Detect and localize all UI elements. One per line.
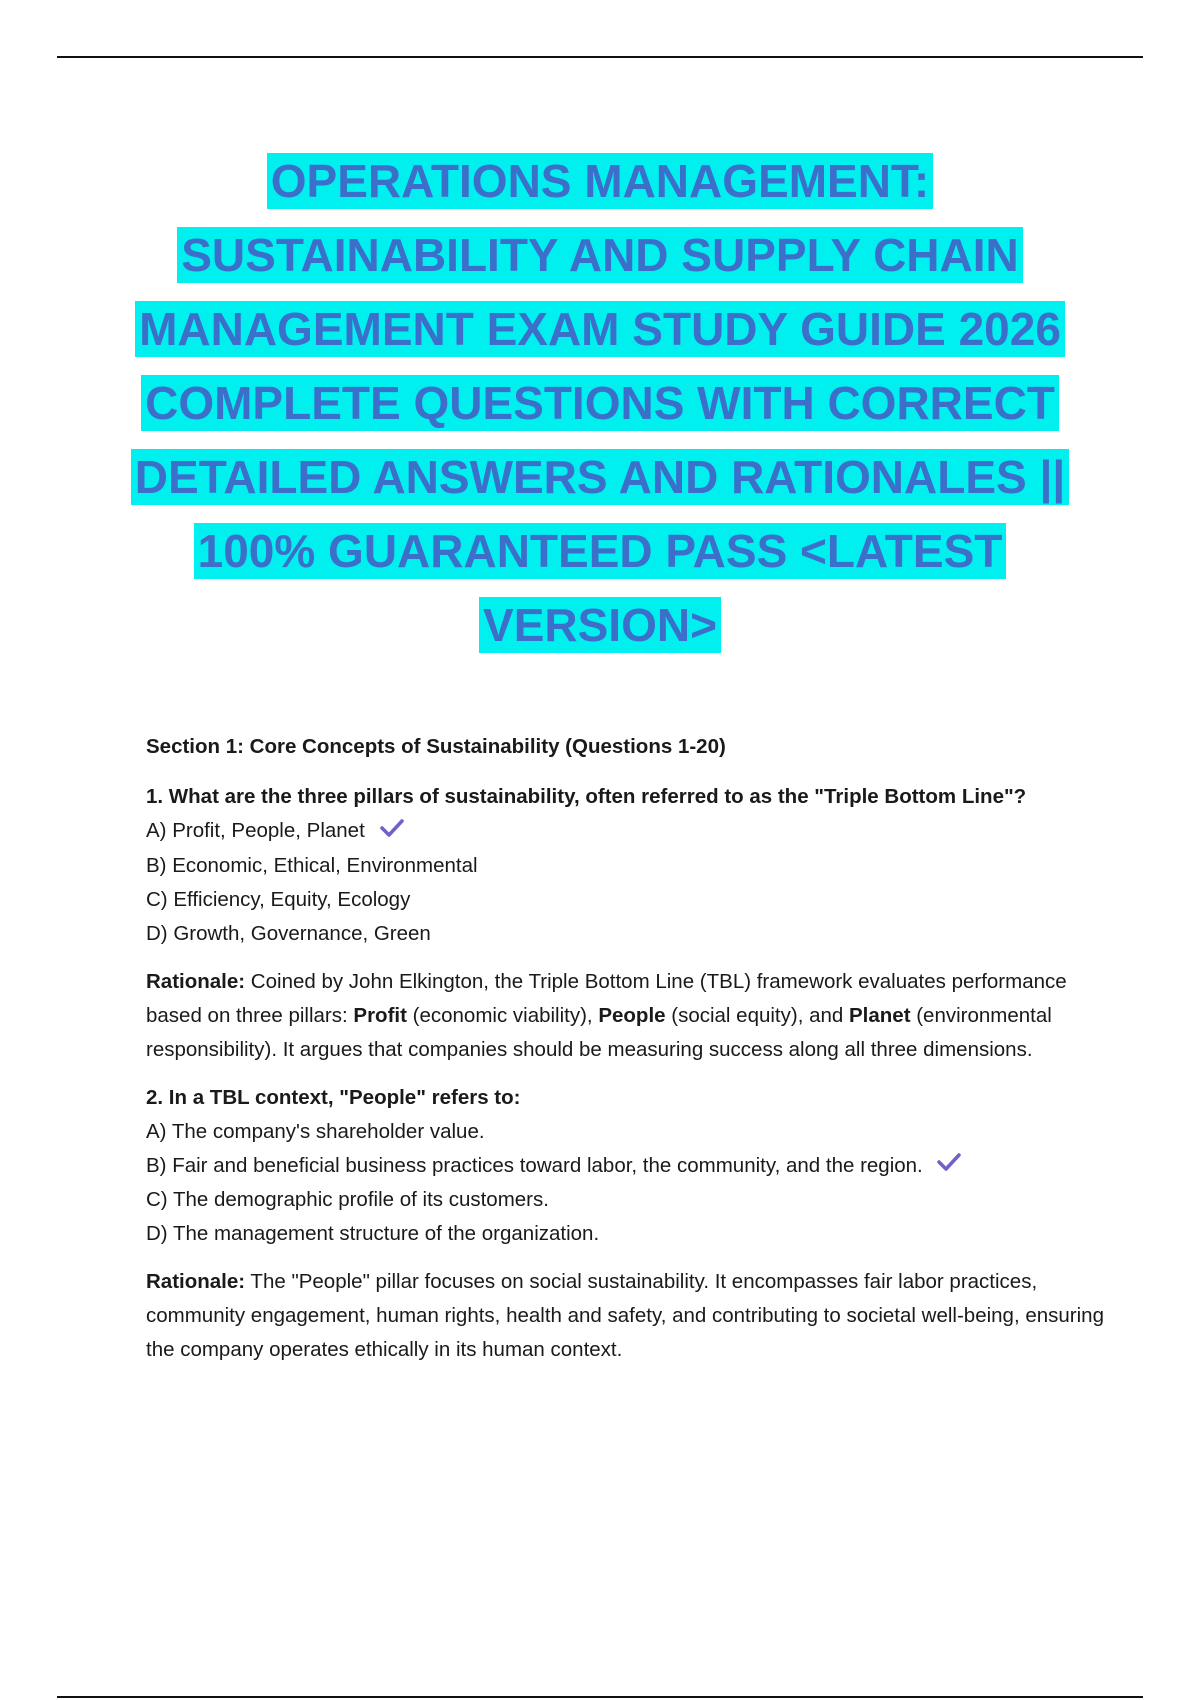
question-1: 1. What are the three pillars of sustainability, often referred to as the "Triple Bottom Line"?: [146, 785, 1027, 808]
title-line-4: COMPLETE QUESTIONS WITH CORRECT: [141, 375, 1059, 431]
q2-option-a: A) The company's shareholder value.: [146, 1119, 485, 1143]
q2-option-c: C) The demographic profile of its customers.: [146, 1188, 549, 1212]
document-body: [146, 730, 1106, 1381]
rationale-text: (economic viability),: [406, 1003, 599, 1027]
rationale-text: Coined by John Elkington, the Triple Bottom Line (TBL) framework evaluates performance based on three pillars:: [146, 969, 1067, 1027]
rationale-label: Rationale:: [146, 1270, 246, 1294]
title-line-3: MANAGEMENT EXAM STUDY GUIDE 2026: [135, 301, 1065, 357]
rationale-text: The "People" pillar focuses on social sustainability. It encompasses fair labor practices, community engagement, human rights, health and safety, and contributing to societal well-being, ensuring the company operates ethically in its human context.: [146, 1270, 1104, 1362]
title-line-2: SUSTAINABILITY AND SUPPLY CHAIN: [177, 227, 1022, 283]
rationale-label: Rationale:: [146, 969, 246, 993]
q1-option-c: C) Efficiency, Equity, Ecology: [146, 887, 411, 911]
q2-option-d: D) The management structure of the organization.: [146, 1222, 600, 1246]
title-line-7: VERSION>: [479, 597, 721, 653]
q1-option-d: D) Growth, Governance, Green: [146, 921, 431, 945]
rationale-text: (social equity), and: [665, 1003, 849, 1027]
rationale-bold-planet: Planet: [849, 1003, 911, 1027]
q1-option-b: B) Economic, Ethical, Environmental: [146, 853, 478, 877]
q2-option-b: [146, 1149, 1106, 1184]
question-block-2: [146, 1081, 1106, 1368]
question-2: 2. In a TBL context, "People" refers to:: [146, 1085, 521, 1109]
bottom-rule: [57, 1696, 1143, 1698]
rationale-bold-profit: Profit: [353, 1003, 407, 1027]
q1-option-a-text: A) Profit, People, Planet: [146, 819, 365, 842]
top-rule: [57, 56, 1143, 58]
document-title: [60, 144, 1140, 662]
checkmark-icon: [936, 1149, 962, 1183]
q1-option-a: [146, 814, 1106, 849]
title-line-1: OPERATIONS MANAGEMENT:: [267, 153, 934, 209]
checkmark-icon: [379, 815, 405, 849]
q1-rationale: [146, 965, 1106, 1067]
section-heading: Section 1: Core Concepts of Sustainability (Questions 1-20): [146, 735, 726, 758]
rationale-text: (environmental responsibility). It argues that companies should be measuring success along all three dimensions.: [146, 1003, 1052, 1061]
rationale-bold-people: People: [598, 1003, 666, 1027]
q2-option-b-text: B) Fair and beneficial business practices toward labor, the community, and the region.: [146, 1153, 923, 1177]
q2-rationale: [146, 1265, 1106, 1367]
question-block-1: [146, 780, 1106, 1067]
title-line-5: DETAILED ANSWERS AND RATIONALES ||: [131, 449, 1069, 505]
title-line-6: 100% GUARANTEED PASS <LATEST: [194, 523, 1007, 579]
